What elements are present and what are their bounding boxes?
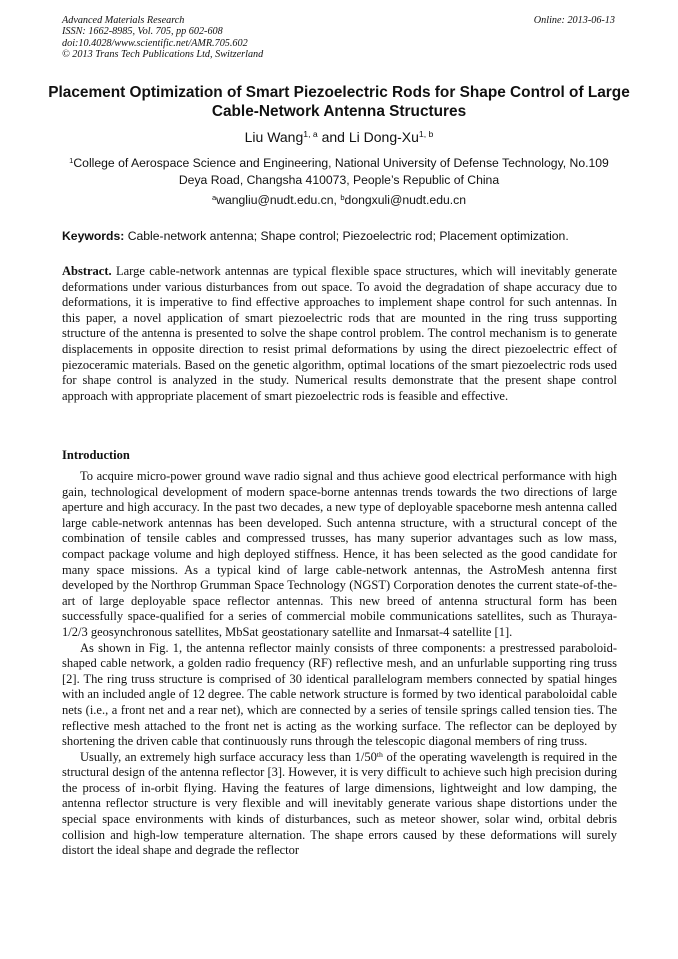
paragraph-text: of the operating wavelength is required in the structural design of the antenna reflector [3]. However, it is very difficult to achieve such high precision during the process of in-orbit flying. Having the features of large dimensions, lightweight and low damping, the antenna reflector structure is very flexible and will inevitably generate various shape distortions under the special space environments with kinds of disturbances, such as meteor shower, solar wind, orbital debris collision and high-low temperature alternation. The shape errors caused by these deformations will surely distort the ideal shape and degrade the reflector xyxy=(62,749,617,858)
author-conjunction: and xyxy=(321,129,345,145)
author-name: Liu Wang xyxy=(244,129,304,145)
keywords-text: Cable-network antenna; Shape control; Piezoelectric rod; Placement optimization. xyxy=(127,229,569,243)
paragraph-text: Usually, an extremely high surface accuracy less than 1/50 xyxy=(80,749,377,764)
abstract xyxy=(62,264,617,404)
email-line xyxy=(60,192,618,208)
ordinal-superscript: th xyxy=(376,749,383,759)
doi-line: doi:10.4028/www.scientific.net/AMR.705.602 xyxy=(62,37,248,49)
affiliation xyxy=(60,155,618,190)
paragraph xyxy=(62,750,617,859)
keywords-label: Keywords: xyxy=(62,229,125,243)
author-superscript: 1, b xyxy=(418,129,434,140)
journal-header xyxy=(62,15,263,60)
author-superscript: 1, a xyxy=(303,129,318,140)
author-name: Li Dong-Xu xyxy=(348,129,419,145)
online-date: Online: 2013-06-13 xyxy=(533,15,615,26)
email-marker: a xyxy=(211,192,217,202)
section-heading: Introduction xyxy=(62,448,130,462)
abstract-text: Large cable-network antennas are typical flexible space structures, which will inevitably generate deformations under various disturbances from out space. To avoid the degradation of shape accuracy due to deformations, it is imperative to find effective approaches to implement shape control for such antennas. In this paper, a novel application of smart piezoelectric rods that are mounted in the ring truss supporting structure of the antenna is presented to solve the shape control problem. The control mechanism is to generate displacements in opposite direction to resist primal deformations by using the direct piezoelectric effect of piezoceramic materials. Based on the genetic algorithm, optimal locations of the smart piezoelectric rods used for shape control is analyzed in the study. Numerical results demonstrate that the present shape control approach with appropriate placement of smart piezoelectric rods is feasible and effective. xyxy=(62,264,618,403)
abstract-label: Abstract. xyxy=(62,264,112,278)
affiliation-marker: 1 xyxy=(69,155,74,165)
introduction-body xyxy=(62,469,617,859)
keywords xyxy=(62,228,616,244)
affiliation-text: College of Aerospace Science and Engineering, National University of Defense Technology, No.109 Deya Road, Changsha 410073, People’s Republic of China xyxy=(73,156,609,188)
email-marker: b xyxy=(340,192,345,202)
paragraph: As shown in Fig. 1, the antenna reflector mainly consists of three components: a prestressed paraboloid-shaped cable network, a golden radio frequency (RF) reflective mesh, and an unfurlable supporting ring truss [2]. The ring truss structure is comprised of 30 identical parallelogram members connected by spatial hinges with an included angle of 12 degree. The cable network structure is formed by two identical paraboloidal cable nets (i.e., a front net and a rear net), which are connected by a series of tensile springs called tension ties. The reflective mesh attached to the front net is acting as the working surface. The reflector can be deployed by shortening the driven cable that continuously runs through the telescopic diagonal members of ring truss. xyxy=(62,640,617,749)
email-link[interactable]: wangliu@nudt.edu.cn, xyxy=(216,193,337,207)
paper-title: Placement Optimization of Smart Piezoelectric Rods for Shape Control of Large Cable-Network Antenna Structures xyxy=(48,84,630,120)
issn-line: ISSN: 1662-8985, Vol. 705, pp 602-608 xyxy=(62,26,223,38)
email-link[interactable]: dongxuli@nudt.edu.cn xyxy=(344,193,467,207)
copyright-line: © 2013 Trans Tech Publications Ltd, Switzerland xyxy=(62,48,264,60)
journal-name: Advanced Materials Research xyxy=(62,15,185,26)
author-line xyxy=(40,128,638,146)
paragraph: To acquire micro-power ground wave radio signal and thus achieve good electrical performance with high gain, technological development of modern space-borne antennas trends towards the two directions of large aperture and high accuracy. In the past two decades, a new type of deployable spaceborne mesh antenna called large cable-network antennas has been developed. Such antenna structure, with a structural concept of the combination of tensile cables and compressed trusses, has many superior advantages such as low mass, compact package volume and high deployed stiffness. Hence, it has been selected as the good candidate for many space missions. As a typical kind of large cable-network antennas, the AstroMesh antenna first developed by the Northrop Grumman Space Technology (NGST) Corporation denotes the current state-of-the-art of large deployable space reflector antennas. This new breed of antenna structural form has been successfully space-qualified for a series of commercial mobile communications satellites, such as Thuraya-1/2/3 geosynchronous satellites, MbSat geostationary satellite and Inmarsat-4 satellite [1]. xyxy=(62,469,617,639)
